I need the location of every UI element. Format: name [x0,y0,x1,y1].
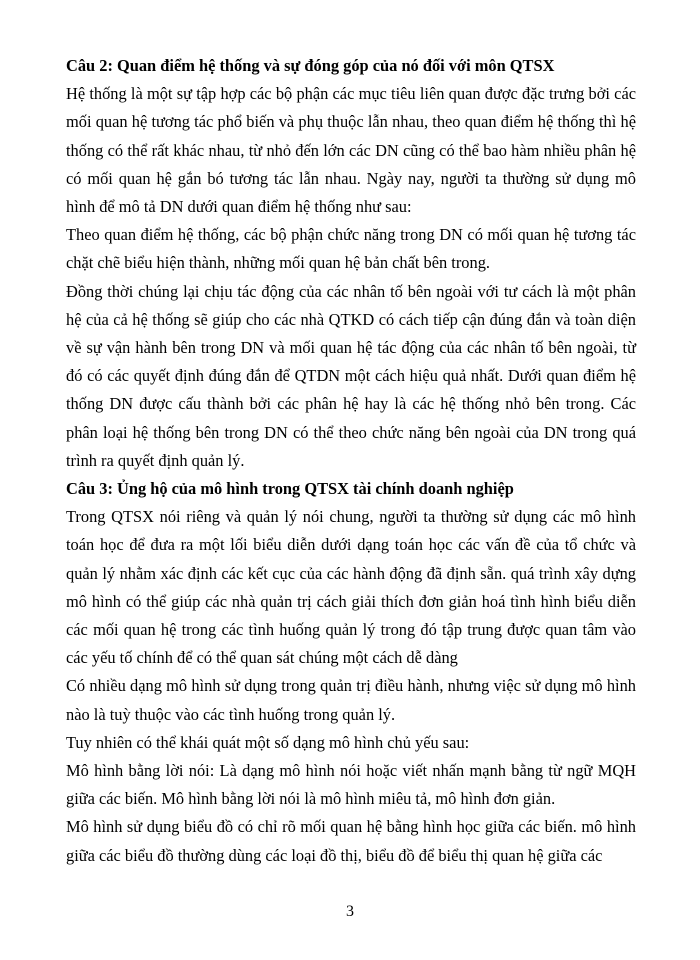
body-paragraph: Theo quan điểm hệ thống, các bộ phận chức năng trong DN có mối quan hệ tương tác chặt chẽ biểu hiện thành, những mối quan hệ bản chất bên trong. [66,225,636,273]
section-heading: Câu 2: Quan điểm hệ thống và sự đóng góp của nó đối với môn QTSX [66,56,555,75]
body-paragraph: Mô hình bằng lời nói: Là dạng mô hình nói hoặc viết nhấn mạnh bằng từ ngữ MQH giữa các biến. Mô hình bằng lời nói là mô hình miêu tả, mô hình đơn giản. [66,761,636,809]
body-paragraph: Có nhiều dạng mô hình sử dụng trong quản trị điều hành, nhưng việc sử dụng mô hình nào là tuỳ thuộc vào các tình huống trong quản lý. [66,676,636,724]
body-paragraph: Tuy nhiên có thể khái quát một số dạng mô hình chủ yếu sau: [66,732,470,752]
page-number: 3 [346,903,354,920]
body-paragraph: Đồng thời chúng lại chịu tác động của các nhân tố bên ngoài với tư cách là một phân hệ của cả hệ thống sẽ giúp cho các nhà QTKD có cách tiếp cận đúng đắn và toàn diện về sự vận hành bên trong DN và mối quan hệ tác động của các nhân tố bên ngoài, từ đó có các quyết định đúng đắn để QTDN một cách hiệu quả nhất. Dưới quan điểm hệ thống DN được cấu thành bởi các phân hệ hay là các hệ thống nhỏ bên trong. Các phân loại hệ thống bên trong DN có thể theo chức năng bên ngoài của DN trong quá trình ra quyết định quản lý. [66,281,636,470]
body-paragraph: Trong QTSX nói riêng và quản lý nói chung, người ta thường sử dụng các mô hình toán học để đưa ra một lối biểu diễn dưới dạng toán học các vấn đề của tổ chức và quản lý nhằm xác định các kết cục của các hành động đã định sẵn. quá trình xây dựng mô hình có thể giúp các nhà quản trị cách giải thích đơn giản hoá tình hình biểu diễn các mối quan hệ trong các tình huống quản lý trong đó tập trung được quan tâm vào các yếu tố chính để có thể quan sát chúng một cách dễ dàng [66,507,636,668]
body-paragraph: Hệ thống là một sự tập hợp các bộ phận các mục tiêu liên quan được đặc trưng bởi các mối quan hệ tương tác phổ biến và phụ thuộc lẫn nhau, theo quan điểm hệ thống thì hệ thống có thể rất khác nhau, từ nhỏ đến lớn các DN cũng có thể bao hàm nhiều phân hệ có mối quan hệ gắn bó tương tác lẫn nhau. Ngày nay, người ta thường sử dụng mô hình để mô tả DN dưới quan điểm hệ thống như sau: [66,84,636,217]
document-body [66,52,636,870]
section-heading: Câu 3: Ủng hộ của mô hình trong QTSX tài chính doanh nghiệp [66,479,514,499]
body-paragraph: Mô hình sử dụng biểu đồ có chỉ rõ mối quan hệ bằng hình học giữa các biến. mô hình giữa các biểu đồ thường dùng các loại đồ thị, biểu đồ để biểu thị quan hệ giữa các [66,817,636,865]
